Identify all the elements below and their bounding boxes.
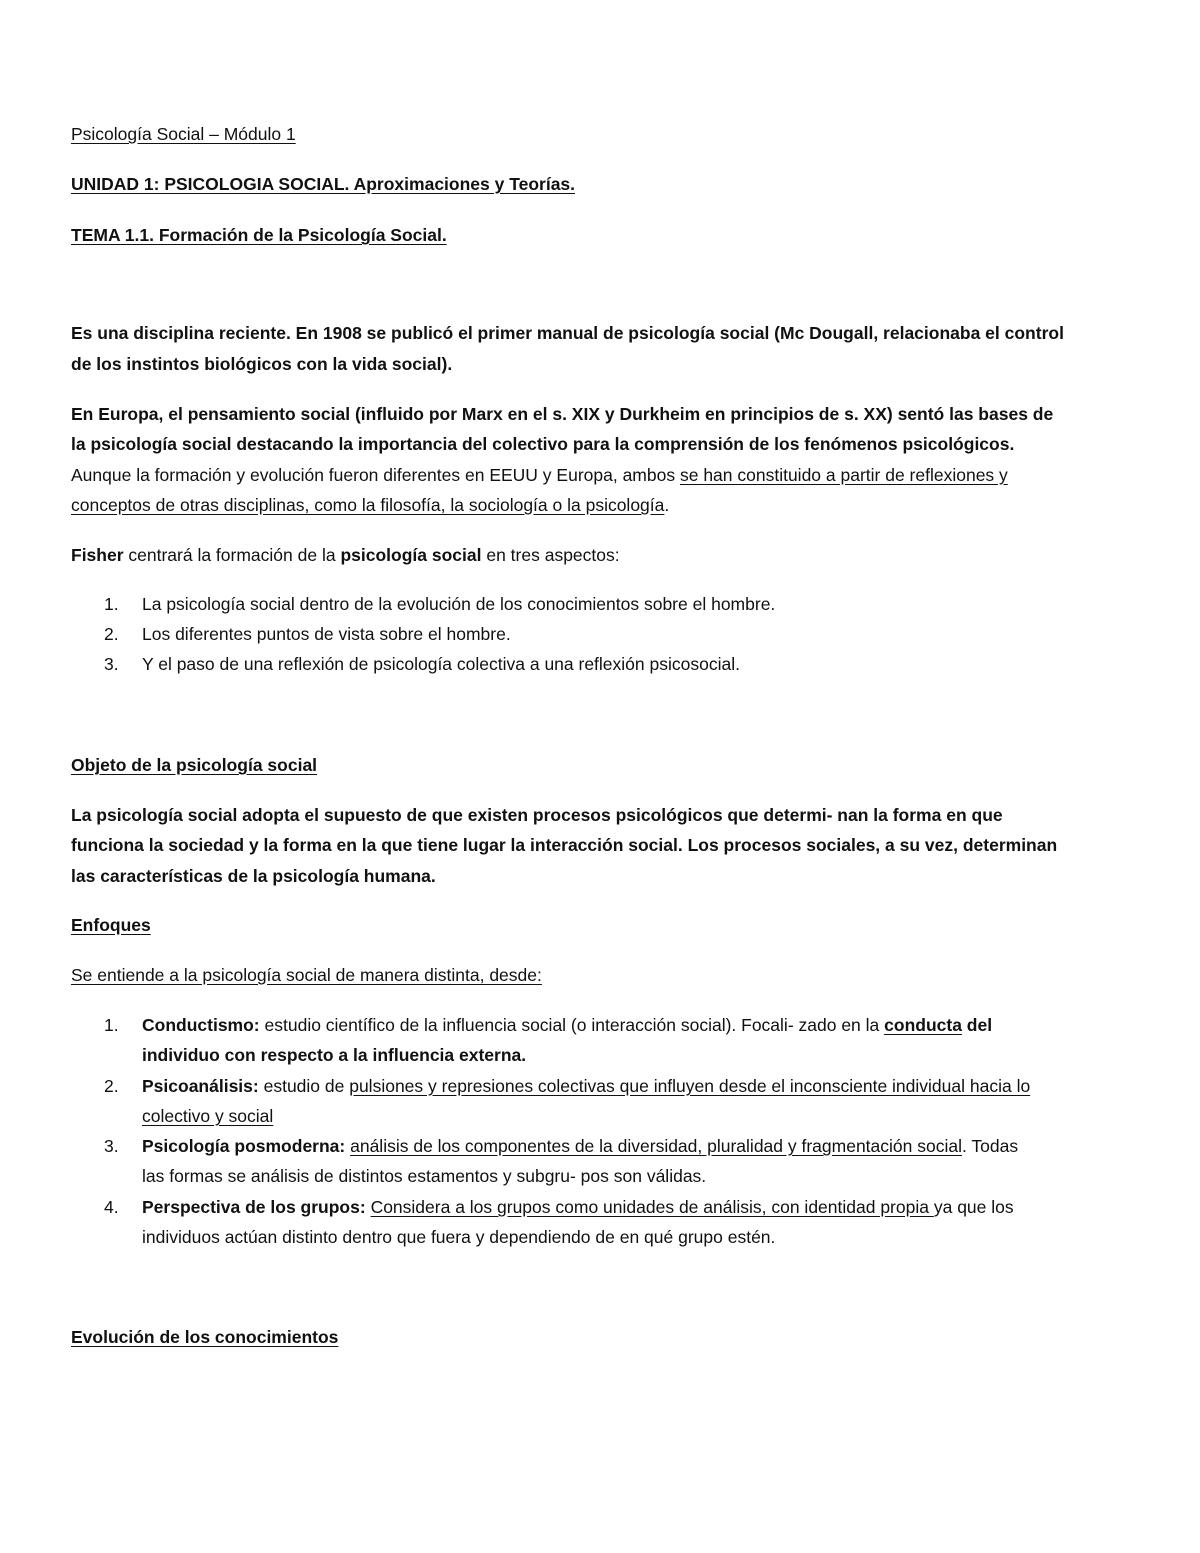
unit-title: UNIDAD 1: PSICOLOGIA SOCIAL. Aproximaciones y Teorías. [71, 174, 576, 194]
enfoque-2-term: Psicoanálisis: [142, 1076, 259, 1096]
intro-p2-line1: En Europa, el pensamiento social (influido por Marx en el s. XIX y Durkheim en principios de s. XX) sentó las bases de [71, 404, 1054, 424]
enfoque-4-end: ya que los [933, 1197, 1014, 1217]
enfoque-1-underlined: conducta [884, 1015, 962, 1035]
enfoque-3-term: Psicología posmoderna: [142, 1136, 346, 1156]
fisher-text-mid: centrará la formación de la [123, 545, 341, 565]
fisher-item-2-number: 2. [104, 624, 119, 644]
fisher-text-end: en tres aspectos: [481, 545, 620, 565]
objeto-line1: La psicología social adopta el supuesto de que existen procesos psicológicos que determi- nan la forma en que [71, 805, 1003, 825]
enfoque-1-line1 [142, 1014, 992, 1036]
objeto-line2: funciona la sociedad y la forma en la que tiene lugar la interacción social. Los procesos sociales, a su vez, determinan [71, 835, 1058, 855]
intro-p2-line4-end: . [664, 495, 670, 515]
intro-p2-line4 [71, 494, 669, 516]
course-title: Psicología Social – Módulo 1 [71, 124, 296, 144]
objeto-heading: Objeto de la psicología social [71, 755, 318, 775]
fisher-item-3: Y el paso de una reflexión de psicología colectiva a una reflexión psicosocial. [142, 654, 740, 674]
enfoque-1-term: Conductismo: [142, 1015, 260, 1035]
enfoque-2-line1 [142, 1075, 1030, 1097]
intro-p2-line3 [71, 464, 1008, 486]
fisher-item-2: Los diferentes puntos de vista sobre el hombre. [142, 624, 511, 644]
fisher-name: Fisher [71, 545, 124, 565]
fisher-intro [71, 544, 620, 566]
enfoques-subheading: Se entiende a la psicología social de manera distinta, desde: [71, 965, 542, 985]
enfoque-4-underlined: Considera a los grupos como unidades de análisis, con identidad propia [370, 1197, 934, 1217]
enfoque-3-line2: las formas se análisis de distintos estamentos y subgru- pos son válidas. [142, 1166, 707, 1186]
enfoques-heading: Enfoques [71, 915, 151, 935]
enfoque-1-text: estudio científico de la influencia social (o interacción social). Focali- zado en la [259, 1015, 885, 1035]
enfoque-1-line2: individuo con respecto a la influencia externa. [142, 1045, 527, 1065]
enfoque-4-term: Perspectiva de los grupos: [142, 1197, 366, 1217]
fisher-bold-term: psicología social [340, 545, 482, 565]
enfoque-4-number: 4. [104, 1197, 119, 1217]
intro-p2-line2: la psicología social destacando la importancia del colectivo para la comprensión de los fenómenos psicológicos. [71, 434, 1015, 454]
objeto-line3: las características de la psicología humana. [71, 866, 436, 886]
enfoque-2-text: estudio de [258, 1076, 350, 1096]
enfoque-1-number: 1. [104, 1015, 119, 1035]
enfoque-3-end: . Todas [962, 1136, 1019, 1156]
enfoque-4-line2: individuos actúan distinto dentro que fuera y dependiendo de en qué grupo estén. [142, 1227, 776, 1247]
enfoque-2-number: 2. [104, 1076, 119, 1096]
enfoque-1-end: del [961, 1015, 993, 1035]
enfoque-3-number: 3. [104, 1136, 119, 1156]
topic-title: TEMA 1.1. Formación de la Psicología Social. [71, 225, 447, 245]
intro-p2-line3-underlined: se han constituido a partir de reflexiones y [679, 465, 1008, 485]
enfoque-2-line2: colectivo y social [142, 1106, 274, 1126]
intro-p2-line3-text: Aunque la formación y evolución fueron diferentes en EEUU y Europa, ambos [71, 465, 680, 485]
enfoque-4-line1 [142, 1196, 1014, 1218]
fisher-item-1-number: 1. [104, 594, 119, 614]
enfoque-2-underlined: pulsiones y represiones colectivas que influyen desde el inconsciente individual hacia lo [349, 1076, 1031, 1096]
evolucion-heading: Evolución de los conocimientos [71, 1327, 339, 1347]
fisher-item-1: La psicología social dentro de la evolución de los conocimientos sobre el hombre. [142, 594, 776, 614]
fisher-item-3-number: 3. [104, 654, 119, 674]
enfoque-3-underlined: análisis de los componentes de la diversidad, pluralidad y fragmentación social [350, 1136, 962, 1156]
intro-p2-line4-underlined: conceptos de otras disciplinas, como la filosofía, la sociología o la psicología [71, 495, 665, 515]
enfoque-3-line1 [142, 1135, 1018, 1157]
intro-p1-line2: de los instintos biológicos con la vida social). [71, 354, 453, 374]
intro-p1-line1: Es una disciplina reciente. En 1908 se publicó el primer manual de psicología social (Mc Dougall, relacionaba el control [71, 323, 1064, 343]
